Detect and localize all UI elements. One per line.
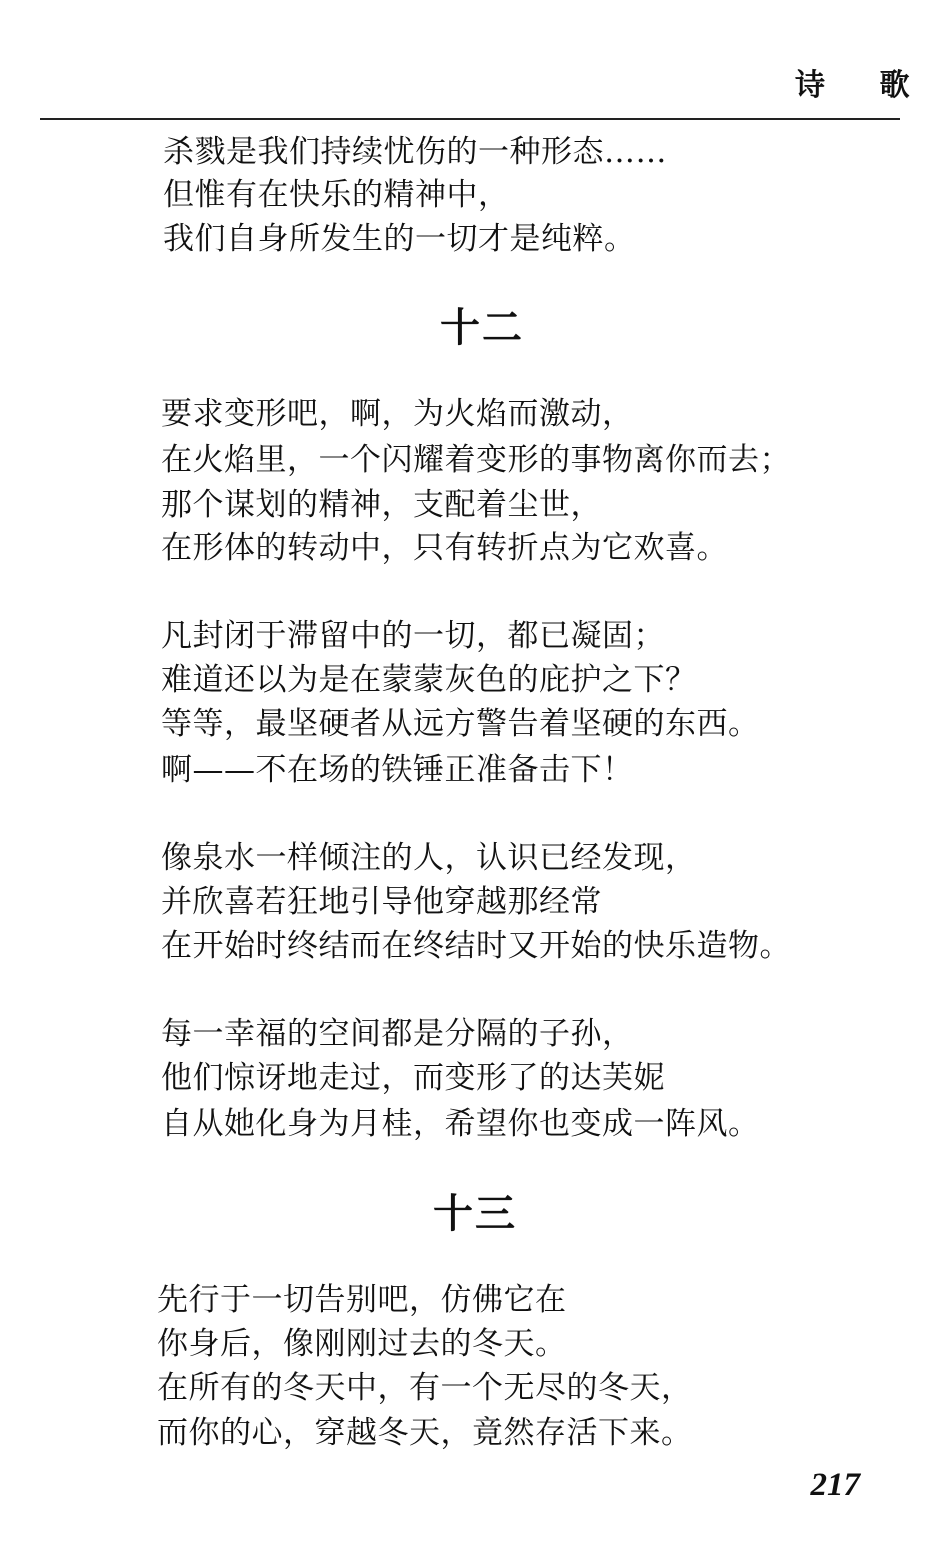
- page-number: 217: [810, 1467, 860, 1503]
- poem-line: 要求变形吧，啊，为火焰而激动，: [161, 396, 634, 432]
- running-header: 诗 歌: [795, 68, 931, 103]
- poem-line: 他们惊讶地走过，而变形了的达芙妮: [161, 1060, 665, 1096]
- section-number: 十二: [440, 304, 524, 351]
- poem-line: 先行于一切告别吧，仿佛它在: [157, 1282, 567, 1318]
- poem-line: 每一幸福的空间都是分隔的子孙，: [161, 1016, 634, 1052]
- poem-line: 杀戮是我们持续忧伤的一种形态……: [163, 134, 667, 170]
- poem-line: 在开始时终结而在终结时又开始的快乐造物。: [161, 928, 791, 964]
- poem-line: 你身后，像刚刚过去的冬天。: [157, 1326, 567, 1362]
- poem-line: 并欣喜若狂地引导他穿越那经常: [161, 884, 602, 920]
- poem-line: 而你的心，穿越冬天，竟然存活下来。: [157, 1415, 693, 1451]
- poem-line: 在火焰里，一个闪耀着变形的事物离你而去；: [161, 442, 791, 478]
- section-number: 十三: [433, 1190, 517, 1237]
- poem-line: 那个谋划的精神，支配着尘世，: [161, 487, 602, 523]
- poem-line: 难道还以为是在蒙蒙灰色的庇护之下？: [161, 662, 697, 698]
- poem-line: 在所有的冬天中，有一个无尽的冬天，: [157, 1370, 693, 1406]
- poem-line: 啊——不在场的铁锤正准备击下！: [161, 752, 634, 788]
- poem-line: 像泉水一样倾注的人，认识已经发现，: [161, 840, 697, 876]
- poem-line: 凡封闭于滞留中的一切，都已凝固；: [161, 618, 665, 654]
- poem-line: 等等，最坚硬者从远方警告着坚硬的东西。: [161, 706, 760, 742]
- poem-line: 自从她化身为月桂，希望你也变成一阵风。: [161, 1106, 760, 1142]
- poem-line: 我们自身所发生的一切才是纯粹。: [163, 221, 636, 257]
- poem-line: 在形体的转动中，只有转折点为它欢喜。: [161, 530, 728, 566]
- poem-line: 但惟有在快乐的精神中，: [163, 177, 510, 213]
